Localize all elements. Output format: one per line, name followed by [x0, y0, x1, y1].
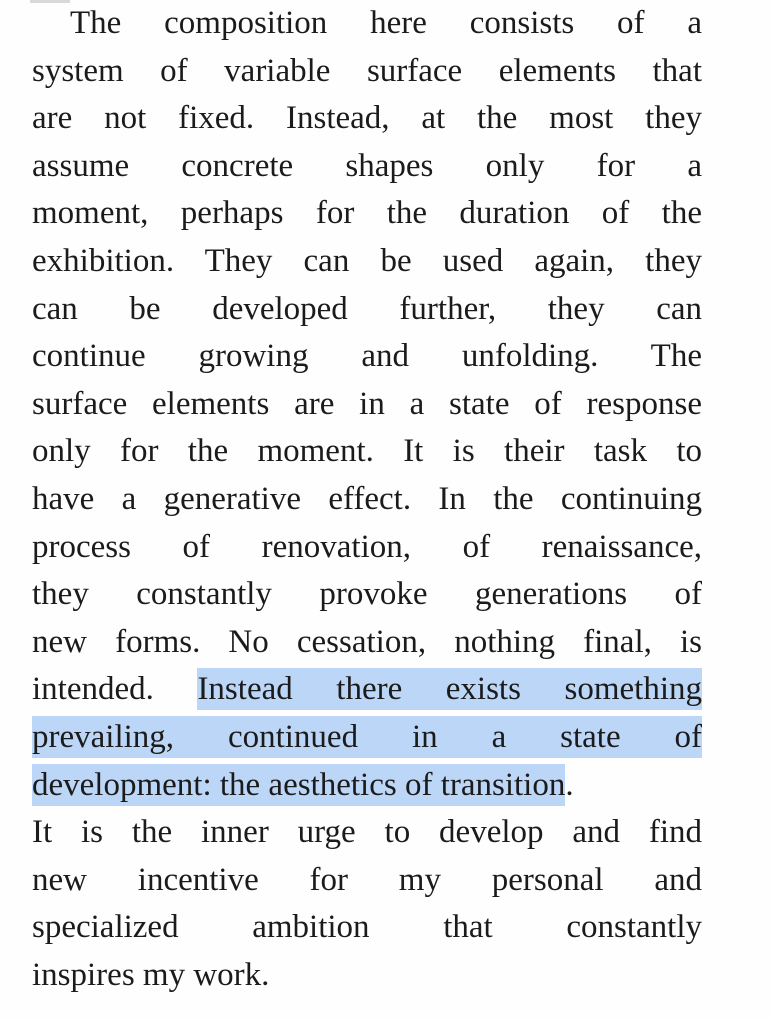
- text-line-2: system of variable surface elements that: [32, 52, 702, 89]
- text-line-15: [32, 666, 702, 714]
- text-line-18: It is the inner urge to develop and find: [32, 814, 702, 851]
- line-17-period: .: [565, 766, 574, 803]
- highlighted-text-1[interactable]: Instead there exists something: [197, 668, 702, 710]
- text-line-14: new forms. No cessation, nothing final, is: [32, 623, 702, 660]
- text-line-1: The composition here consists of a: [70, 5, 702, 41]
- text-line-10: only for the moment. It is their task to: [32, 433, 702, 470]
- text-line-8: continue growing and unfolding. The: [32, 338, 702, 375]
- text-line-16: [32, 714, 702, 762]
- text-line-3: are not fixed. Instead, at the most they: [32, 100, 702, 137]
- text-line-6: exhibition. They can be used again, they: [32, 242, 702, 279]
- body-paragraph: [32, 0, 702, 999]
- text-line-4: assume concrete shapes only for a: [32, 147, 702, 184]
- text-line-20: specialized ambition that constantly: [32, 909, 702, 946]
- text-line-7: can be developed further, they can: [32, 290, 702, 327]
- text-line-17: [32, 762, 702, 810]
- highlighted-text-3[interactable]: development: the aesthetics of transition: [32, 764, 565, 806]
- text-line-13: they constantly provoke generations of: [32, 576, 702, 613]
- text-line-21: inspires my work.: [32, 956, 270, 993]
- line-15-plain-text: intended.: [32, 671, 198, 708]
- text-line-12: process of renovation, of renaissance,: [32, 528, 702, 565]
- highlighted-text-2[interactable]: prevailing, continued in a state of: [32, 716, 702, 758]
- text-line-9: surface elements are in a state of response: [32, 385, 702, 422]
- text-line-5: moment, perhaps for the duration of the: [32, 195, 702, 232]
- text-line-11: have a generative effect. In the continuing: [32, 480, 702, 517]
- text-line-19: new incentive for my personal and: [32, 861, 702, 898]
